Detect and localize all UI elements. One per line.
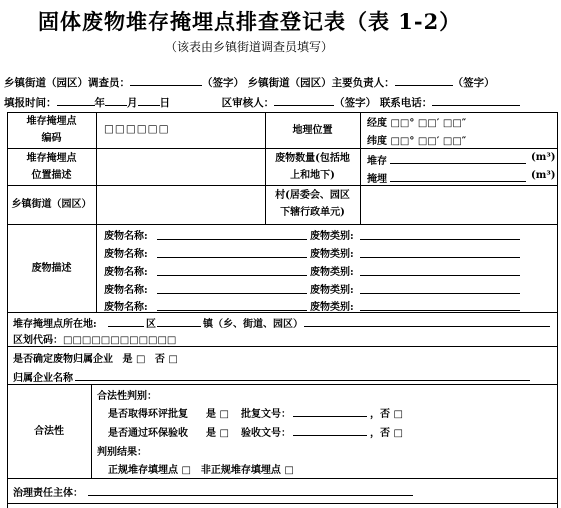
waste-type-field[interactable] [360,239,520,240]
waste-type-label: 废物类别: [310,231,354,242]
page-title: 固体废物堆存掩埋点排查登记表（表 1-2） [38,9,462,34]
sign-label-1: （签字） [202,77,244,89]
address-detail-field[interactable] [304,326,550,327]
row-line [7,148,557,149]
col-line [91,384,92,478]
reviewer-field[interactable] [274,94,334,106]
surveyor-label: 乡镇街道（园区）调查员： [4,77,130,89]
year-label: 年 [94,97,105,109]
stack-unit: (m³) [531,152,556,163]
company-question-text: 是否确定废物归属企业 [13,354,113,365]
waste-type-field[interactable] [360,293,520,294]
waste-name-label: 废物名称: [104,302,148,313]
row-line [7,312,557,313]
point-code-label-line1: 堆存掩埋点 [26,116,77,127]
acceptance-no-checkbox[interactable]: ，否 □ [370,428,403,439]
legality-label: 合法性 [34,426,64,437]
row-line [7,346,557,347]
stack-label: 堆存 [367,156,387,167]
company-name-field[interactable] [75,380,530,381]
col-line [96,112,97,312]
eia-yes-checkbox[interactable]: 是 □ [206,409,229,420]
date-label: 填报时间： [4,97,57,109]
company-question [13,350,178,365]
phone-label: 联系电话： [379,97,433,109]
header-line-1 [4,74,495,90]
eia-doc-field[interactable] [293,416,367,417]
row-line [7,478,557,479]
waste-type-field[interactable] [360,275,520,276]
waste-name-field[interactable] [157,257,307,258]
responsible-label: 治理责任主体： [13,488,83,499]
bury-unit: (m³) [531,170,556,181]
waste-desc-label: 废物描述 [31,263,72,274]
quantity-label [265,150,360,184]
header-line-2 [4,94,520,110]
longitude-field[interactable]: 经度 □□° □□′ □□″ [367,118,467,129]
waste-type-label: 废物类别: [310,267,354,278]
acceptance-doc-label: 验收文号： [241,428,291,439]
waste-type-field[interactable] [360,257,520,258]
waste-name-label: 废物名称: [104,267,148,278]
waste-name-field[interactable] [157,239,307,240]
eia-no-checkbox[interactable]: ，否 □ [370,409,403,420]
day-field[interactable] [138,94,160,106]
row-line [7,224,557,225]
result-options[interactable]: 正规堆存填埋点 □ 非正规堆存填埋点 □ [108,465,294,476]
waste-type-label: 废物类别: [310,285,354,296]
quantity-label-line2: 上和地下) [290,170,335,181]
year-field[interactable] [57,94,95,106]
waste-name-label: 废物名称: [104,249,148,260]
town-label: 乡镇街道（园区） [11,199,92,210]
point-code-boxes[interactable]: □□□□□□ [104,123,170,135]
town-street-label: 镇（乡、街道、园区） [203,319,303,330]
location-desc-label [7,150,96,184]
month-field[interactable] [105,94,127,106]
company-yes-checkbox[interactable]: 是 □ [122,354,146,365]
village-label [265,187,360,221]
month-label: 月 [127,97,138,109]
village-label-line1: 村(居委会、园区 [275,190,350,201]
judge-result-label: 判别结果： [97,447,147,458]
sign-label-2: （签字） [452,77,495,89]
acceptance-yes-checkbox[interactable]: 是 □ [206,428,229,439]
head-label: 乡镇街道（园区）主要负责人： [247,77,395,89]
reviewer-label: 区审核人： [221,97,275,109]
eia-question: 是否取得环评批复 [108,409,188,420]
location-desc-label-line2: 位置描述 [31,170,72,181]
table-border-right [557,112,558,508]
phone-field[interactable] [432,94,520,106]
bury-quantity-field[interactable] [390,181,526,182]
point-code-label-line2: 编码 [41,133,62,144]
row-line [7,185,557,186]
col-line [360,112,361,224]
legality-judge-label: 合法性判别： [97,391,157,402]
row-line [7,384,557,385]
waste-name-label: 废物名称: [104,285,148,296]
sign-label-3: （签字） [334,97,377,109]
point-code-label [7,113,96,147]
waste-name-label: 废物名称: [104,231,148,242]
row-line [7,503,557,504]
quantity-label-line1: 废物数量(包括地 [275,153,350,164]
address-label: 堆存掩埋点所在地: [13,319,97,330]
responsible-field[interactable] [88,495,413,496]
waste-type-label: 废物类别: [310,249,354,260]
town-field[interactable] [157,326,201,327]
waste-type-label: 废物类别: [310,302,354,313]
bury-label: 掩埋 [367,174,387,185]
day-label: 日 [159,97,170,109]
waste-type-field[interactable] [360,310,520,311]
acceptance-question: 是否通过环保验收 [108,428,188,439]
company-no-checkbox[interactable]: 否 □ [154,354,178,365]
eia-doc-label: 批复文号： [241,409,291,420]
latitude-field[interactable]: 纬度 □□° □□′ □□″ [367,136,467,147]
village-label-line2: 下辖行政单元) [280,207,345,218]
company-name-label: 归属企业名称 [13,373,73,384]
district-label: 区 [146,319,156,330]
waste-name-field[interactable] [157,293,307,294]
division-code-field[interactable]: 区划代码：□□□□□□□□□□□□ [13,335,177,346]
waste-name-field[interactable] [157,275,307,276]
surveyor-field[interactable] [130,74,202,86]
stack-quantity-field[interactable] [390,163,526,164]
location-desc-label-line1: 堆存掩埋点 [26,153,77,164]
acceptance-doc-field[interactable] [293,435,367,436]
waste-name-field[interactable] [157,310,307,311]
district-field[interactable] [108,326,144,327]
page-subtitle: （该表由乡镇街道调查员填写） [165,40,334,54]
location-label: 地理位置 [292,125,333,136]
head-field[interactable] [395,74,453,86]
